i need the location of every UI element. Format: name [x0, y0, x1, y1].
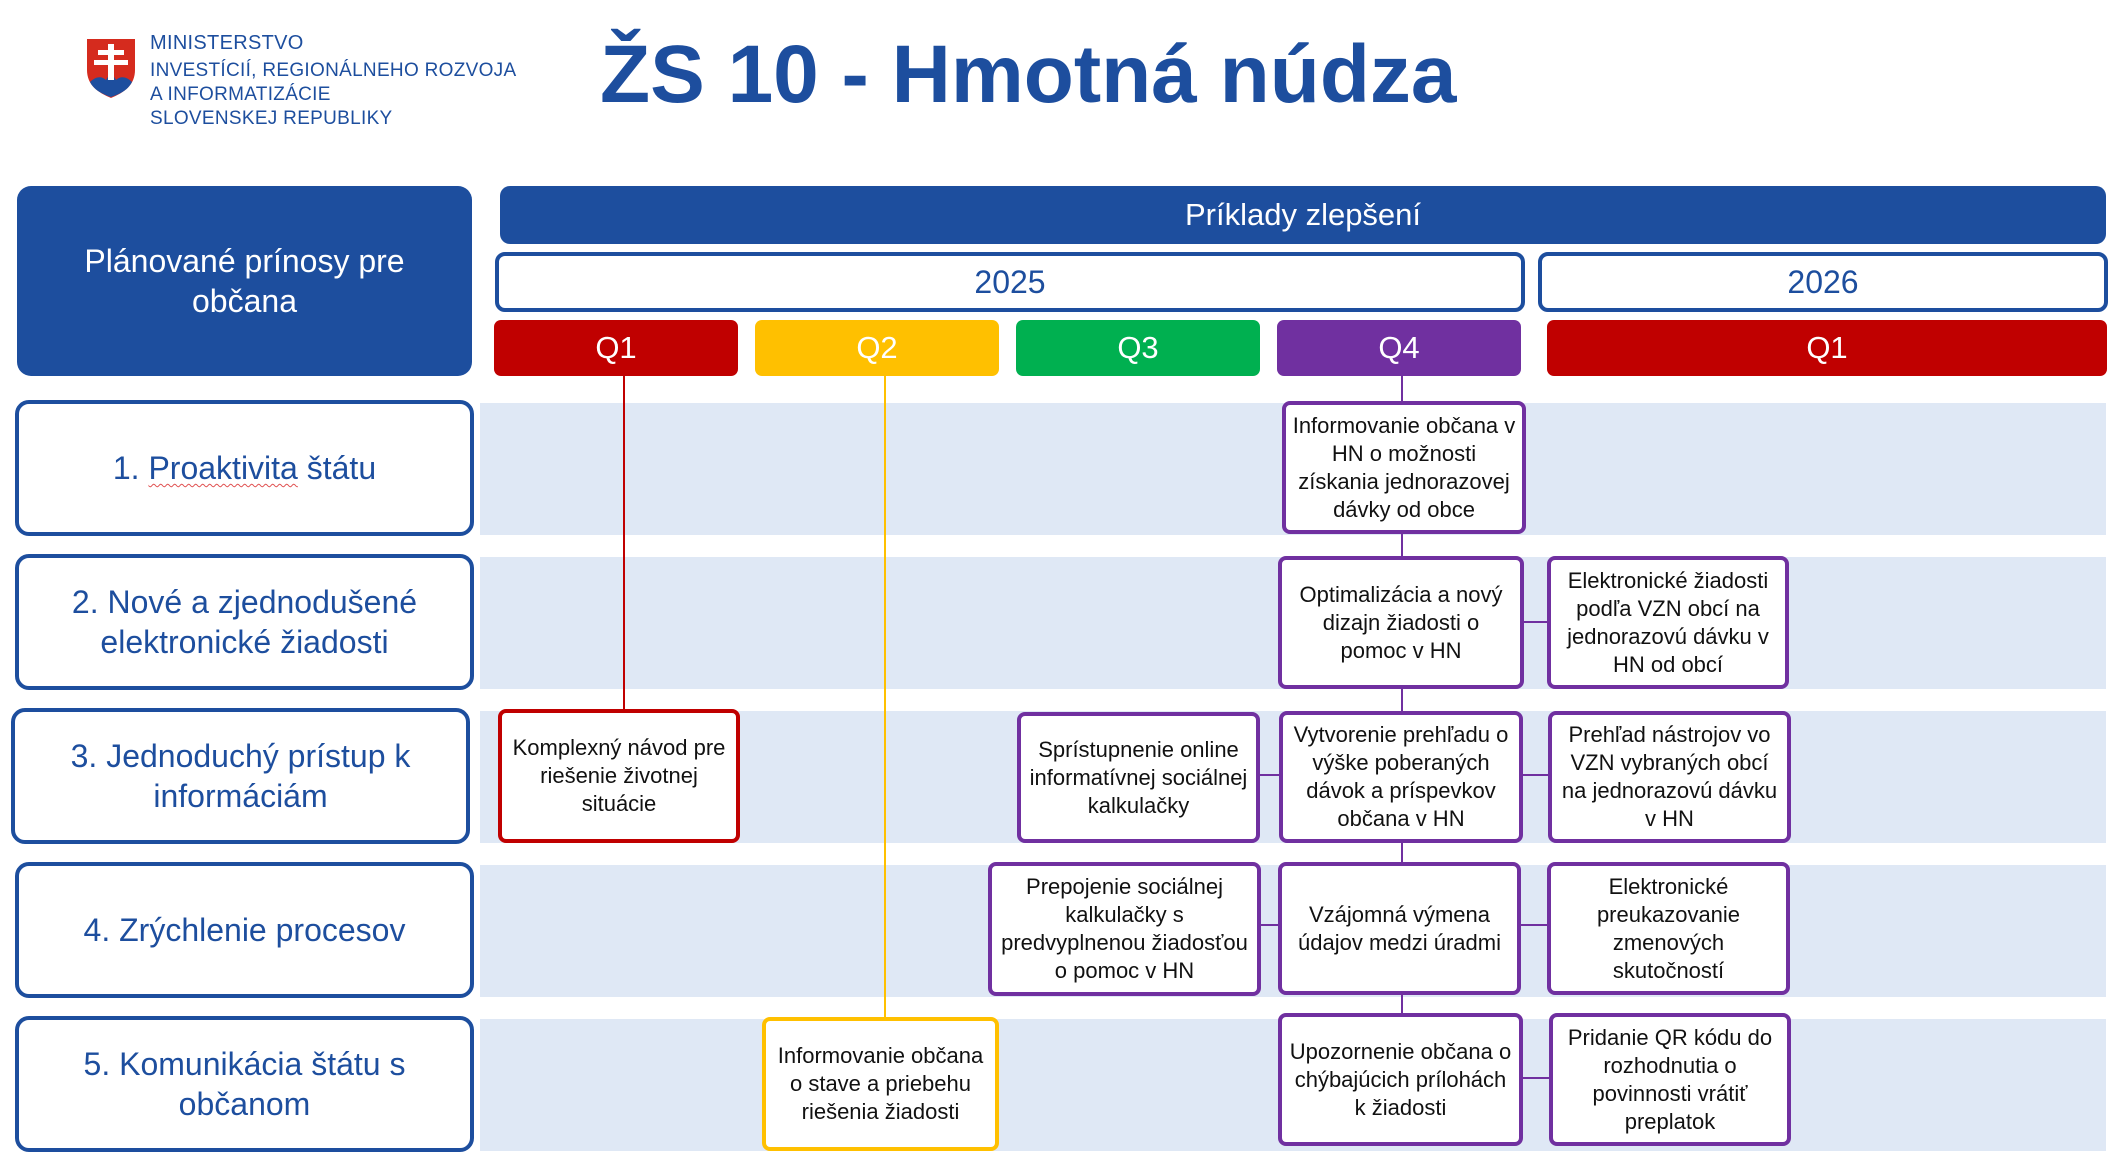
- card-text: Prepojenie sociálnej kalkulačky s predvyplnenou žiadosťou o pomoc v HN: [1001, 874, 1248, 983]
- ministry-logo: [84, 30, 524, 140]
- card-r4-2026: [1547, 862, 1790, 995]
- card-r2-2026: [1547, 556, 1789, 689]
- examples-header: Príklady zlepšení: [500, 186, 2106, 244]
- card-r2-q4: [1278, 556, 1524, 689]
- row-label-suffix: štátu: [297, 450, 377, 486]
- row-label-prefix: 1.: [112, 450, 149, 486]
- card-text: Upozornenie občana o chýbajúcich prílohách k žiadosti: [1289, 1038, 1512, 1120]
- quarter-q4-2025: Q4: [1277, 320, 1521, 376]
- card-r4-q3: [988, 862, 1261, 996]
- card-text: Prehľad nástrojov vo VZN vybraných obcí na jednorazovú dávku v HN: [1561, 722, 1778, 831]
- card-text: Informovanie občana o stave a priebehu riešenia žiadosti: [777, 1043, 984, 1124]
- slovak-coat-of-arms-icon: [84, 36, 138, 100]
- card-text: Elektronické preukazovanie zmenových skutočností: [1596, 873, 1741, 983]
- card-text: Sprístupnenie online informatívnej sociálnej kalkulačky: [1029, 736, 1248, 818]
- card-text: Vytvorenie prehľadu o výške poberaných dávok a príspevkov občana v HN: [1293, 722, 1509, 831]
- card-r5-2026: [1549, 1013, 1791, 1146]
- card-r4-q4: [1278, 862, 1521, 995]
- row-label-communication: 5. Komunikácia štátu s občanom: [15, 1016, 474, 1152]
- card-r3-q1: [498, 709, 740, 843]
- year-2026: 2026: [1538, 252, 2108, 312]
- card-r3-q4: [1279, 711, 1523, 843]
- card-text: Vzájomná výmena údajov medzi úradmi: [1298, 901, 1501, 955]
- card-text: Optimalizácia a nový dizajn žiadosti o pomoc v HN: [1299, 581, 1503, 663]
- row-label-access-to-information: 3. Jednoduchý prístup k informáciám: [11, 708, 470, 844]
- card-text: Pridanie QR kódu do rozhodnutia o povinnosti vrátiť preplatok: [1567, 1024, 1773, 1134]
- benefits-header: Plánované prínosy pre občana: [17, 186, 472, 376]
- card-text: Informovanie občana v HN o možnosti získania jednorazovej dávky od obce: [1292, 412, 1516, 522]
- logo-line-1: MINISTERSTVO: [150, 32, 304, 54]
- card-r1-q4: [1282, 401, 1526, 534]
- page-title: ŽS 10 - Hmotná núdza: [600, 29, 1457, 120]
- card-text: Komplexný návod pre riešenie životnej situácie: [512, 735, 726, 816]
- row-label-proactivity: [15, 400, 474, 536]
- quarter-q2-2025: Q2: [755, 320, 999, 376]
- card-r5-q4: [1278, 1013, 1523, 1146]
- quarter-q1-2026: Q1: [1547, 320, 2107, 376]
- logo-line-4: SLOVENSKEJ REPUBLIKY: [150, 108, 393, 129]
- card-r3-q3: [1017, 712, 1260, 843]
- quarter-q3-2025: Q3: [1016, 320, 1260, 376]
- card-r5-q2: [762, 1017, 999, 1151]
- quarter-q1-2025: Q1: [494, 320, 738, 376]
- logo-line-3: A INFORMATIZÁCIE: [150, 84, 331, 105]
- year-2025: 2025: [495, 252, 1525, 312]
- logo-line-2: INVESTÍCIÍ, REGIONÁLNEHO ROZVOJA: [150, 60, 517, 81]
- card-r3-2026: [1548, 711, 1791, 843]
- row-label-electronic-applications: 2. Nové a zjednodušené elektronické žiadosti: [15, 554, 474, 690]
- card-text: Elektronické žiadosti podľa VZN obcí na jednorazovú dávku v HN od obcí: [1567, 567, 1769, 677]
- row-label-process-acceleration: 4. Zrýchlenie procesov: [15, 862, 474, 998]
- row-label-word: Proaktivita: [148, 450, 298, 486]
